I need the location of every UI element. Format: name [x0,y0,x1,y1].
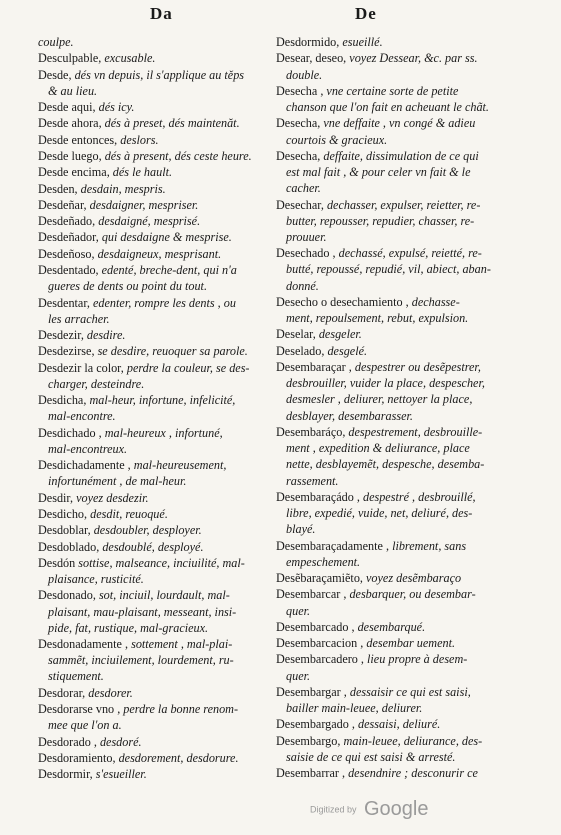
dictionary-entry [38,50,274,66]
dictionary-entry [38,213,274,229]
entry-continuation: libre, expedié, vuide, net, deliuré, des- [286,506,473,521]
entry-headword: Desdormido, [276,35,340,49]
entry-continuation: quer. [286,603,311,618]
dictionary-entry [276,619,516,635]
entry-definition: se desdire, reuoquer sa parole. [97,344,248,359]
entry-headword: Desdezir la color, [38,360,124,375]
left-column [38,34,274,782]
entry-headword: Desdoblar, [38,523,91,538]
entry-headword: Desembarcar , [276,587,347,602]
entry-headword: Desembaraçar , [276,360,352,374]
entry-definition: dechassé, expulsé, reietté, re- [338,246,482,261]
dictionary-entry [276,294,516,326]
dictionary-entry [276,635,516,651]
entry-definition: esueillé. [342,35,383,49]
entry-headword: Desechar, [276,197,324,212]
entry-headword: Desembarrar , [276,766,346,781]
dictionary-entry [38,181,274,197]
entry-definition: dechasse- [411,294,460,309]
entry-headword: Desdeñar, [38,197,87,212]
entry-definition: desgeler. [318,327,362,342]
entry-headword: Desde, [38,67,72,82]
entry-headword: Desdezir, [38,328,84,343]
entry-continuation: stiquement. [48,669,104,684]
dictionary-entry [38,34,274,50]
entry-continuation: mal-encontre. [48,409,116,424]
entry-definition: dés icy. [98,100,135,115]
dictionary-entry [276,570,516,586]
entry-definition: mal-heur, infortune, infelicité, [89,393,236,408]
dictionary-entry [38,148,274,164]
dictionary-entry [276,34,516,50]
entry-definition: desdoublé, desployé. [102,539,204,554]
dictionary-entry [38,636,274,685]
entry-continuation: rassement. [286,473,339,488]
entry-definition: dés le hault. [112,165,173,180]
dictionary-entry [276,115,516,147]
entry-headword: Desembaraçádo , [276,489,360,504]
dictionary-entry [276,83,516,115]
entry-headword: Desdorado , [38,734,97,749]
entry-continuation: blayé. [286,522,316,537]
entry-headword: Desdoblado, [38,539,100,554]
dictionary-entry [276,343,516,359]
page-header [0,4,561,30]
entry-headword: Desembaráço, [276,424,346,439]
entry-continuation: nette, desblayemẽt, despesche, desemba- [286,457,485,472]
entry-definition: desbarquer, ou desembar- [349,587,476,602]
entry-definition: sottise, malseance, inciuilité, mal- [78,555,245,570]
dictionary-entry [276,538,516,570]
entry-definition: desdit, reuoqué. [90,506,168,521]
entry-definition: dés à preset, dés maintenăt. [104,116,240,131]
entry-definition: sot, inciuil, lourdault, mal- [98,588,230,603]
entry-definition: desdorement, desdorure. [118,750,239,765]
entry-headword: Desdonadamente , [38,637,129,652]
dictionary-entry [276,424,516,489]
entry-continuation: les arracher. [48,311,110,326]
dictionary-entry [38,197,274,213]
entry-continuation: plaisance, rusticité. [48,572,144,587]
entry-headword: Desdeñador, [38,230,99,245]
entry-definition: main-leuee, deliurance, des- [343,733,483,748]
entry-definition: despestrer ou desẽpestrer, [354,360,481,374]
entry-definition: voyez desẽmbaraço [366,571,462,586]
dictionary-entry [276,733,516,765]
dictionary-entry [276,148,516,197]
dictionary-entry [38,506,274,522]
entry-continuation: cacher. [286,181,321,196]
dictionary-entry [38,701,274,733]
entry-continuation: desbrouiller, vuider la place, despescher, [286,376,485,391]
dictionary-entry [276,586,516,618]
entry-headword: Desdorar, [38,685,86,700]
dictionary-entry [38,392,274,424]
entry-definition: desembar uement. [366,636,456,651]
dictionary-entry [38,457,274,489]
entry-definition: edenté, breche-dent, qui n'a [101,263,237,278]
entry-headword: Desden, [38,181,78,196]
entry-definition: coulpe. [38,35,74,49]
entry-continuation: courtois & gracieux. [286,132,388,147]
entry-headword: Desde entonces, [38,132,118,147]
entry-definition: mal-heureux , infortuné, [104,425,223,440]
entry-headword: Desẽbaraçamiẽto, [276,571,363,586]
dictionary-entry [276,197,516,246]
entry-headword: Desecha , [276,83,324,98]
entry-definition: deslors. [120,132,159,147]
entry-continuation: donné. [286,278,319,293]
dictionary-entry [38,555,274,587]
entry-definition: desembarqué. [357,619,426,634]
entry-definition: voyez desdezir. [76,490,149,505]
right-column [276,34,516,782]
entry-headword: Desechado , [276,246,336,261]
entry-headword: Desdonado, [38,588,96,603]
dictionary-entry [276,651,516,683]
entry-headword: Desecha, [276,148,321,163]
entry-headword: Desdorarse vno , [38,702,121,717]
entry-definition: vne certaine sorte de petite [326,83,459,98]
entry-headword: Desdormir, [38,767,93,782]
dictionary-entry [38,295,274,327]
dictionary-entry [38,164,274,180]
entry-definition: dessaisi, deliuré. [358,717,441,732]
dictionary-entry [276,326,516,342]
entry-definition: despestrement, desbrouille- [348,424,483,439]
entry-headword: Deselar, [276,327,316,342]
entry-definition: desendnire ; desconurir ce [348,766,478,781]
entry-continuation: saisie de ce qui est saisi & arresté. [286,749,456,764]
entry-definition: perdre la bonne renom- [123,702,239,717]
dictionary-entry [38,734,274,750]
entry-headword: Desdentar, [38,295,90,310]
entry-continuation: plaisant, mau-plaisant, messeant, insi- [48,604,237,619]
entry-headword: Desdeñoso, [38,246,95,261]
entry-definition: lieu propre à desem- [367,652,468,667]
entry-continuation: desmesler , deliurer, nettoyer la place, [286,392,473,407]
entry-definition: edenter, rompre les dents , ou [93,295,236,310]
google-logo-text: Google [363,798,429,820]
entry-definition: desdire. [86,328,126,343]
entry-definition: vne deffaite , vn congé & adieu [323,116,476,131]
entry-headword: Desdir, [38,490,74,505]
entry-definition: desdaigné, mesprisé. [98,214,201,229]
entry-headword: Desde luego, [38,148,102,163]
entry-definition: desgelé. [327,343,368,358]
entry-continuation: bailler main-leuee, deliurer. [286,701,423,716]
dictionary-entry [38,115,274,131]
entry-continuation: pide, fat, rustique, mal-gracieux. [48,620,209,635]
entry-continuation: chanson que l'on fait en acheuant le chãt. [286,100,489,114]
entry-definition: desdoubler, desployer. [93,523,202,538]
entry-headword: Desecho o desechamiento , [276,294,409,309]
entry-continuation: ment , expedition & deliurance, place [286,441,470,456]
entry-continuation: ment, repoulsement, rebut, expulsion. [286,311,469,326]
entry-continuation: sammẽt, inciuilement, lourdement, ru- [48,653,234,668]
entry-continuation: gueres de dents ou point du tout. [48,279,207,294]
entry-headword: Desembargar , [276,684,347,699]
dictionary-entry [38,343,274,359]
entry-continuation: butté, repoussé, repudié, vil, abiect, aban- [286,262,491,277]
entry-continuation: double. [286,67,323,82]
entry-definition: dechasser, expulser, reietter, re- [326,197,481,212]
entry-headword: Desdichado , [38,425,102,440]
entry-continuation: charger, desteindre. [48,376,145,391]
entry-definition: desdorer. [88,685,133,700]
entry-definition: excusable. [104,51,156,66]
dictionary-entry [38,750,274,766]
entry-headword: Desembargo, [276,733,341,748]
dictionary-entry [38,262,274,294]
dictionary-entry [38,132,274,148]
entry-headword: Desde aqui, [38,100,96,115]
entry-continuation: butter, repousser, repudier, chasser, re- [286,213,475,228]
dictionary-entry [38,490,274,506]
entry-definition: voyez Dessear, &c. par ss. [349,51,478,66]
dictionary-entry [38,99,274,115]
entry-definition: dessaisir ce qui est saisi, [349,684,471,699]
entry-headword: Desembarcacion , [276,636,364,651]
dictionary-entry [276,684,516,716]
entry-definition: dés à present, dés ceste heure. [104,148,252,163]
entry-headword: Desdeñado, [38,214,96,229]
entry-definition: desdain, mespris. [80,181,166,196]
entry-continuation: infortunément , de mal-heur. [48,474,187,489]
entry-definition: despestré , desbrouillé, [362,489,476,504]
entry-headword: Deselado, [276,343,325,358]
dictionary-entry [38,246,274,262]
entry-headword: Desdezirse, [38,344,95,359]
left-running-head: Da [150,4,173,23]
entry-continuation: quer. [286,668,311,683]
entry-definition: perdre la couleur, se des- [126,360,250,375]
dictionary-entry [38,766,274,782]
entry-headword: Desembargado , [276,717,355,732]
entry-headword: Desdicha, [38,393,87,408]
entry-headword: Desembaraçadamente , [276,538,390,553]
entry-continuation: mal-encontreux. [48,441,128,456]
entry-headword: Desdentado, [38,263,99,278]
entry-headword: Desdoramiento, [38,750,116,765]
dictionary-entry [38,685,274,701]
entry-headword: Desecha, [276,116,321,131]
dictionary-entry [38,539,274,555]
dictionary-entry [276,50,516,82]
dictionary-entry [38,425,274,457]
entry-definition: desdaigneux, mesprisant. [97,246,222,261]
entry-headword: Desembarcado , [276,619,355,634]
entry-definition: desdaigner, mespriser. [89,197,199,212]
entry-continuation: mee que l'on a. [48,718,122,733]
entry-definition: s'esueiller. [95,767,147,782]
entry-definition: qui desdaigne & mesprise. [101,230,232,245]
entry-continuation: & au lieu. [48,83,98,98]
entry-headword: Desembarcadero , [276,652,364,667]
entry-headword: Desdichadamente , [38,458,131,473]
dictionary-entry [38,229,274,245]
dictionary-entry [276,245,516,294]
entry-continuation: prouuer. [286,229,327,244]
dictionary-entry [38,360,274,392]
right-running-head: De [355,4,377,23]
dictionary-entry [38,327,274,343]
entry-definition: librement, sans [392,538,467,553]
dictionary-entry [276,765,516,781]
dictionary-entry [276,489,516,538]
entry-definition: desdoré. [99,734,142,749]
entry-definition: deffaite, dissimulation de ce qui [323,148,479,163]
watermark-small-text: Digitized by [310,804,357,815]
entry-headword: Desde ahora, [38,116,102,131]
digitized-watermark [310,798,428,821]
entry-continuation: empeschement. [286,554,361,569]
dictionary-entry [276,716,516,732]
entry-definition: mal-heureusement, [133,458,227,473]
entry-headword: Desdón [38,555,76,570]
dictionary-entry [276,359,516,424]
entry-headword: Desdicho, [38,506,88,521]
entry-headword: Desculpable, [38,51,102,66]
entry-definition: sottement , mal-plai- [131,637,233,652]
entry-definition: dés vn depuis, il s'applique au těps [74,67,245,82]
entry-continuation: est mal fait , & pour celer vn fait & le [286,165,471,179]
entry-headword: Desear, deseo, [276,51,347,66]
dictionary-entry [38,522,274,538]
entry-headword: Desde encima, [38,165,110,180]
entry-continuation: desblayer, desembarasser. [286,408,413,423]
dictionary-entry [38,587,274,636]
dictionary-entry [38,67,274,99]
